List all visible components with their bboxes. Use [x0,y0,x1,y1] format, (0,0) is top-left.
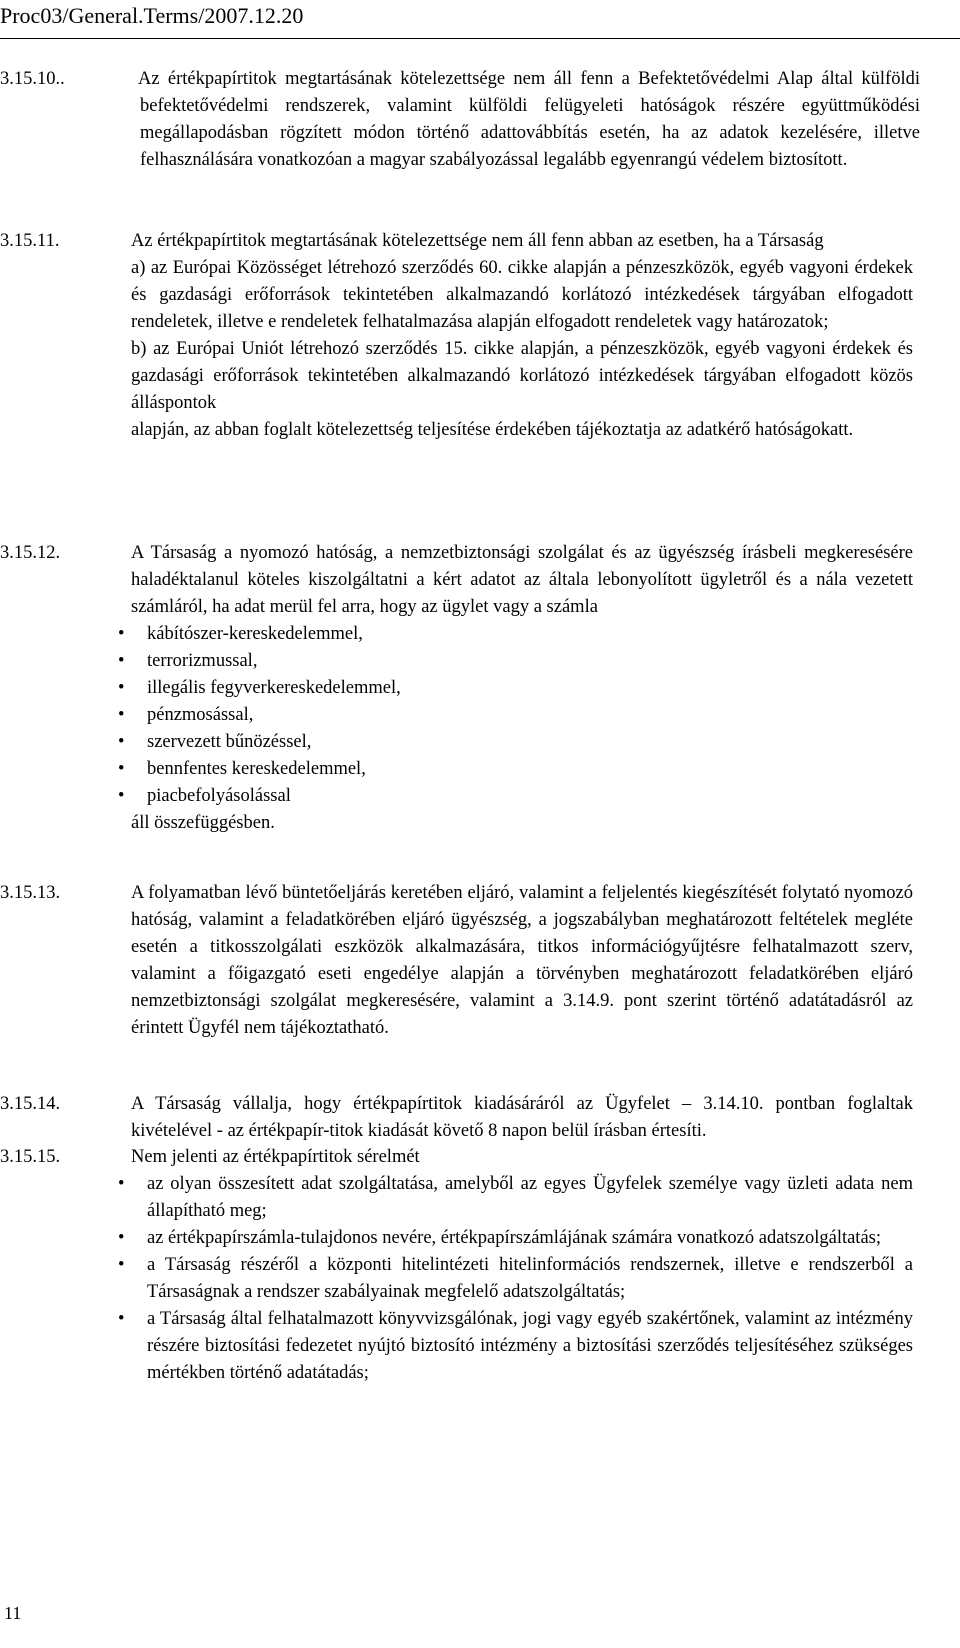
list-item: • kábítószer-kereskedelemmel, [139,621,913,648]
section-3-15-14 [0,1091,960,1145]
section-number: 3.15.15. [0,1147,61,1167]
list-item: • pénzmosással, [139,702,913,729]
bullet-icon: • [118,1309,125,1329]
list-item: • szervezett bűnözéssel, [139,729,913,756]
section-paragraph: A folyamatban lévő büntetőeljárás keretében eljáró, valamint a feljelentés kiegészítését folytató nyomozó hatóság, valamint a feladatkörében eljáró ügyészség, a jogszabályban meghatározott feltételek megléte esetén a titkosszolgálati eszközök alkalmazására, titkos információgyűjtésre felhatalmazott szerv, valamint a főigazgató eseti engedélye alapján a törvényben meghatározott feladatkörében eljáró nemzetbiztonsági szolgálat megkeresésére, valamint a 3.14.9. pont szerint történő adatátadásról az érintett Ügyfél nem tájékoztatható. [131,883,913,1038]
section-3-15-15 [0,1144,960,1387]
bullet-icon: • [118,759,125,779]
list-item: • illegális fegyverkereskedelemmel, [139,675,913,702]
section-paragraph: A Társaság vállalja, hogy értékpapírtitok kiadásáráról az Ügyfelet – 3.14.10. pontban foglaltak kivételével - az értékpapír-titok kiadását követő 8 napon belül írásban értesíti. [131,1094,913,1141]
section-paragraph: b) az Európai Uniót létrehozó szerződés 15. cikke alapján, a pénzeszközök, egyéb vagyoni érdekek és gazdasági erőforrások tekintetében alkalmazandó korlátozó intézkedések tárgyában elfogadott közös álláspontok [131,339,913,413]
section-paragraph: Az értékpapírtitok megtartásának kötelezettsége nem áll fenn a Befektetővédelmi Alap által külföldi befektetővédelmi rendszerek, valamint külföldi felügyeleti hatóságok részére együttműködési megállapodásban rögzített módon történő adattovábbítás esetén, ha az adatok kezelésére, illetve felhasználására vonatkozóan a magyar szabályozással legalább egyenrangú védelem biztosított. [138,69,920,170]
list-item: • bennfentes kereskedelemmel, [139,756,913,783]
bullet-icon: • [118,1174,125,1194]
section-number: 3.15.11. [0,231,60,251]
bullet-list [118,1171,913,1387]
section-number: 3.15.10.. [0,69,65,89]
bullet-icon: • [118,1255,125,1275]
list-item: • az olyan összesített adat szolgáltatása, amelyből az egyes Ügyfelek személye vagy üzleti adata nem állapítható meg; [139,1171,913,1225]
section-number: 3.15.13. [0,883,61,903]
bullet-list [118,621,913,810]
bullet-icon: • [118,705,125,725]
bullet-icon: • [118,651,125,671]
list-item: • a Társaság által felhatalmazott könyvvizsgálónak, jogi vagy egyéb szakértőnek, valamint az intézmény részére biztosítási fedezetet nyújtó biztosító intézmény a biztosítási szerződés teljesítéséhez szükséges mértékben történő adatátadás; [139,1306,913,1387]
list-item: • piacbefolyásolással [139,783,913,810]
list-item: • az értékpapírszámla-tulajdonos nevére, értékpapírszámlájának számára vonatkozó adatszolgáltatás; [139,1225,913,1252]
bullet-icon: • [118,678,125,698]
document-header: Proc03/General.Terms/2007.12.20 [0,3,304,28]
bullet-icon: • [118,732,125,752]
section-paragraph: Az értékpapírtitok megtartásának kötelezettsége nem áll fenn abban az esetben, ha a Társaság [131,231,824,251]
section-paragraph: alapján, az abban foglalt kötelezettség teljesítése érdekében tájékoztatja az adatkérő hatóságokatt. [131,420,854,440]
section-3-15-10 [0,66,960,174]
bullet-icon: • [118,786,125,806]
list-item: • terrorizmussal, [139,648,913,675]
section-number: 3.15.14. [0,1094,61,1114]
bullet-icon: • [118,1228,125,1248]
list-item: • a Társaság részéről a központi hitelintézeti hitelinformációs rendszernek, illetve e rendszerből a Társaságnak a rendszer szabályainak megfelelő adatszolgáltatás; [139,1252,913,1306]
section-intro: Nem jelenti az értékpapírtitok sérelmét [131,1147,420,1167]
bullet-icon: • [118,624,125,644]
section-3-15-12 [0,540,960,837]
section-outro: áll összefüggésben. [131,813,275,833]
section-intro: A Társaság a nyomozó hatóság, a nemzetbiztonsági szolgálat és az ügyészség írásbeli megkeresésére haladéktalanul köteles kiszolgáltatni a kért adatot az általa lebonyolított ügyletről és a nála vezetett számláról, ha adat merül fel arra, hogy az ügylet vagy a számla [131,543,913,617]
section-3-15-13 [0,880,960,1042]
page-number: 11 [4,1603,22,1623]
section-paragraph: a) az Európai Közösséget létrehozó szerződés 60. cikke alapján a pénzeszközök, egyéb vagyoni érdekek és gazdasági erőforrások tekintetében alkalmazandó korlátozó intézkedések tárgyában elfogadott rendeletek, illetve e rendeletek felhatalmazása alapján elfogadott rendeletek vagy határozatok; [131,258,913,332]
section-number: 3.15.12. [0,543,61,563]
section-3-15-11 [0,228,960,444]
header-divider [0,38,960,39]
